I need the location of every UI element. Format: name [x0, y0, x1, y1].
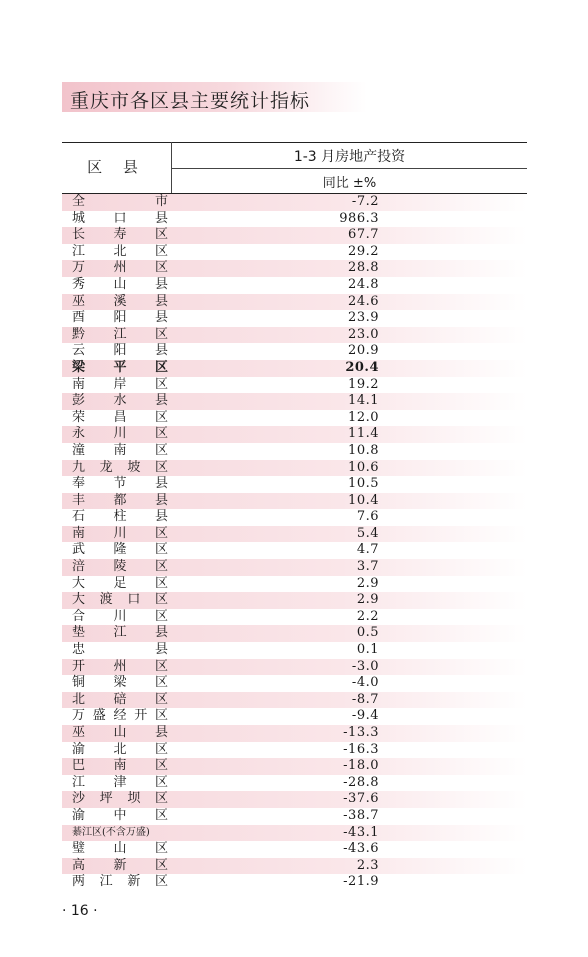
- district-name: 渝 中 区: [72, 807, 168, 823]
- yoy-value: 20.4: [345, 359, 379, 375]
- district-name: 大 足 区: [72, 575, 168, 591]
- district-name: 綦江区(不含万盛): [72, 826, 150, 838]
- table-row: [62, 675, 527, 692]
- district-name: 荣 昌 区: [72, 409, 168, 425]
- yoy-value: 2.2: [356, 608, 379, 624]
- yoy-value: 24.8: [348, 276, 379, 292]
- district-name: 合 川 区: [72, 608, 168, 624]
- yoy-value: 11.4: [348, 426, 379, 442]
- district-name: 沙 坪 坝 区: [72, 791, 168, 807]
- district-name: 奉 节 县: [72, 476, 168, 492]
- district-name: 铜 梁 区: [72, 675, 168, 691]
- yoy-value: 14.1: [348, 393, 379, 409]
- table-row: [62, 260, 527, 277]
- page-title: 重庆市各区县主要统计指标: [70, 90, 311, 112]
- yoy-value: -13.3: [343, 725, 379, 740]
- district-name: 全 市: [72, 194, 168, 209]
- yoy-value: 19.2: [348, 376, 379, 392]
- yoy-value: -7.2: [351, 194, 379, 209]
- table-row: [62, 725, 527, 742]
- table-row: [62, 377, 527, 394]
- yoy-value: -18.0: [343, 758, 379, 774]
- yoy-value: -8.7: [351, 691, 379, 707]
- district-name: 巫 溪 县: [72, 293, 168, 309]
- table-top-rule: [62, 142, 527, 143]
- yoy-value: 4.7: [356, 542, 379, 558]
- district-name: 璧 山 区: [72, 841, 168, 857]
- table-row: [62, 509, 527, 526]
- table-row: [62, 808, 527, 825]
- yoy-subheader: 同比 ±%: [322, 176, 377, 191]
- district-name: 渝 北 区: [72, 741, 168, 757]
- district-name: 武 隆 区: [72, 542, 168, 558]
- table-row: [62, 244, 527, 261]
- table-row: [62, 194, 527, 211]
- yoy-value: -28.8: [343, 774, 379, 790]
- district-name: 忠 县: [72, 642, 168, 658]
- yoy-value: 12.0: [348, 409, 379, 425]
- table-row: [62, 460, 527, 477]
- district-name: 云 阳 县: [72, 343, 168, 359]
- district-column-header: 区 县: [87, 158, 146, 176]
- yoy-value: 0.5: [356, 625, 379, 641]
- table-row: [62, 791, 527, 808]
- table-row: [62, 443, 527, 460]
- yoy-value: 10.4: [348, 492, 379, 508]
- yoy-value: 29.2: [348, 243, 379, 259]
- data-table-body: [62, 194, 527, 891]
- table-row: [62, 410, 527, 427]
- yoy-value: 2.9: [356, 592, 379, 608]
- table-row: [62, 542, 527, 559]
- table-row: [62, 327, 527, 344]
- table-row: [62, 858, 527, 875]
- yoy-value: 986.3: [339, 210, 379, 226]
- district-name: 江 北 区: [72, 243, 168, 259]
- table-row: [62, 576, 527, 593]
- table-row: [62, 559, 527, 576]
- yoy-value: 2.3: [356, 857, 379, 873]
- table-row: [62, 277, 527, 294]
- yoy-value: -3.0: [351, 658, 379, 674]
- district-name: 石 柱 县: [72, 509, 168, 525]
- district-name: 大 渡 口 区: [72, 592, 168, 608]
- table-row: [62, 343, 527, 360]
- district-name: 万 州 区: [72, 260, 168, 276]
- district-name: 江 津 区: [72, 774, 168, 790]
- district-name: 南 岸 区: [72, 376, 168, 392]
- district-name: 长 寿 区: [72, 227, 168, 243]
- table-row: [62, 310, 527, 327]
- yoy-value: -4.0: [351, 675, 379, 691]
- title-banner: [62, 82, 367, 112]
- yoy-value: 0.1: [356, 642, 379, 658]
- table-row: [62, 825, 527, 842]
- yoy-value: 28.8: [348, 260, 379, 276]
- yoy-value: 23.0: [348, 326, 379, 342]
- table-row: [62, 758, 527, 775]
- yoy-value: -9.4: [351, 708, 379, 724]
- district-name: 城 口 县: [72, 210, 168, 226]
- table-row: [62, 493, 527, 510]
- table-row: [62, 642, 527, 659]
- yoy-value: 5.4: [356, 525, 379, 541]
- district-name: 万 盛 经 开 区: [72, 708, 168, 724]
- district-name: 涪 陵 区: [72, 559, 168, 575]
- district-name: 北 碚 区: [72, 691, 168, 707]
- yoy-value: 67.7: [348, 227, 379, 243]
- table-row: [62, 227, 527, 244]
- district-name: 彭 水 县: [72, 393, 168, 409]
- district-name: 南 川 区: [72, 525, 168, 541]
- table-row: [62, 360, 527, 377]
- district-name: 两 江 新 区: [72, 874, 168, 890]
- table-row: [62, 692, 527, 709]
- district-name: 垫 江 县: [72, 625, 168, 641]
- district-name: 开 州 区: [72, 658, 168, 674]
- yoy-value: 7.6: [356, 509, 379, 525]
- district-name: 酉 阳 县: [72, 310, 168, 326]
- district-name: 九 龙 坡 区: [72, 459, 168, 475]
- district-name: 梁 平 区: [72, 359, 168, 375]
- table-row: [62, 592, 527, 609]
- table-row: [62, 526, 527, 543]
- district-name: 永 川 区: [72, 426, 168, 442]
- header-mid-rule: [172, 168, 527, 169]
- yoy-value: 10.5: [348, 476, 379, 492]
- table-row: [62, 775, 527, 792]
- district-name: 黔 江 区: [72, 326, 168, 342]
- yoy-value: -43.6: [343, 841, 379, 857]
- table-row: [62, 476, 527, 493]
- district-name: 秀 山 县: [72, 276, 168, 292]
- table-row: [62, 874, 527, 891]
- yoy-value: 20.9: [348, 343, 379, 359]
- yoy-value: -43.1: [343, 824, 379, 840]
- table-row: [62, 211, 527, 228]
- table-row: [62, 294, 527, 311]
- district-name: 巴 南 区: [72, 758, 168, 774]
- yoy-value: 24.6: [348, 293, 379, 309]
- table-row: [62, 609, 527, 626]
- yoy-value: -38.7: [343, 807, 379, 823]
- district-name: 高 新 区: [72, 857, 168, 873]
- district-name: 巫 山 县: [72, 725, 168, 740]
- yoy-value: 10.6: [348, 459, 379, 475]
- yoy-value: -16.3: [343, 741, 379, 757]
- table-row: [62, 625, 527, 642]
- yoy-value: -37.6: [343, 791, 379, 807]
- district-name: 潼 南 区: [72, 442, 168, 458]
- yoy-value: 10.8: [348, 442, 379, 458]
- table-row: [62, 426, 527, 443]
- table-row: [62, 393, 527, 410]
- table-row: [62, 708, 527, 725]
- yoy-value: 23.9: [348, 310, 379, 326]
- table-row: [62, 742, 527, 759]
- yoy-value: 2.9: [356, 575, 379, 591]
- yoy-value: 3.7: [356, 559, 379, 575]
- table-row: [62, 659, 527, 676]
- yoy-value: -21.9: [343, 874, 379, 890]
- page-number: · 16 ·: [62, 903, 98, 919]
- metric-column-header: 1-3 月房地产投资: [293, 149, 406, 165]
- district-name: 丰 都 县: [72, 492, 168, 508]
- table-row: [62, 841, 527, 858]
